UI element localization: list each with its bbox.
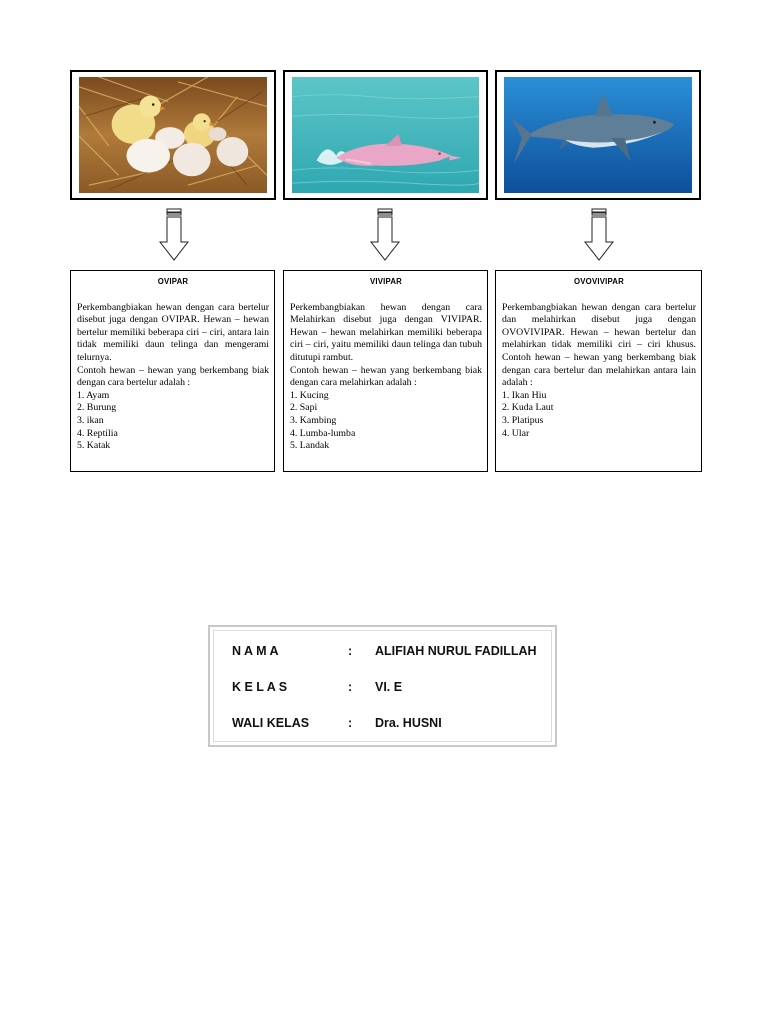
list-item: 4. Lumba-lumba [290,427,356,439]
list-item: 1. Ayam [77,389,110,401]
list-item: 4. Reptilia [77,427,118,439]
list-item: 5. Katak [77,440,111,452]
box-examples-intro: Contoh hewan – hewan yang berkembang biak dengan cara bertelur adalah : [77,364,269,389]
class-label: K E L A S [232,680,288,694]
box-title: OVOVIVIPAR [574,277,624,286]
class-value: VI. E [375,680,403,694]
chicks-and-eggs-icon [79,77,267,193]
identity-card [208,625,557,747]
list-item: 5. Landak [290,440,330,452]
down-arrow-icon [369,208,401,262]
vivipar-box [283,270,488,472]
list-item: 2. Sapi [290,402,318,414]
list-item: 4. Ular [502,427,530,439]
box-title: OVIPAR [157,277,189,286]
shark-icon [504,77,692,193]
vivipar-image [283,70,488,200]
list-item: 2. Burung [77,402,117,414]
ovovivipar-image [495,70,701,200]
name-label: N A M A [232,644,279,658]
ovipar-image [70,70,276,200]
pink-dolphin-icon [292,77,479,193]
name-value: ALIFIAH NURUL FADILLAH [375,644,537,658]
separator: : [348,644,353,658]
separator: : [348,716,353,730]
box-examples-intro: Contoh hewan – hewan yang berkembang biak dengan cara melahirkan adalah : [290,364,482,389]
down-arrow-icon [583,208,615,262]
examples-list [77,390,269,453]
examples-list [502,390,696,440]
box-description: Perkembangbiakan hewan dengan cara Melahirkan disebut juga dengan VIVIPAR. Hewan – hewan melahirkan memiliki beberapa ciri – ciri, yaitu memiliki daun telinga dan tubuh ditutupi rambut. [290,301,482,363]
list-item: 3. ikan [77,414,104,426]
box-description: Perkembangbiakan hewan dengan cara bertelur disebut juga dengan OVIPAR. Hewan – hewan bertelur memiliki beberapa ciri – ciri, antara lain tidak memiliki daun telinga dan mengerami telurnya. [77,301,269,363]
box-title: VIVIPAR [369,277,403,286]
separator: : [348,680,353,694]
box-description: Perkembangbiakan hewan dengan cara bertelur dan melahirkan disebut juga dengan OVOVIVIPAR. Hewan – hewan bertelur dan melahirkan tidak memiliki ciri – ciri khusus. Contoh hewan – hewan yang berkembang biak dengan cara bertelur dan melahirkan antara lain adalah : [502,301,696,389]
down-arrow-icon [158,208,190,262]
ovovivipar-box [495,270,702,472]
list-item: 1. Ikan Hiu [502,389,547,401]
list-item: 2. Kuda Laut [502,402,554,414]
ovipar-box [70,270,275,472]
teacher-label: WALI KELAS [232,716,310,730]
teacher-value: Dra. HUSNI [375,716,442,730]
list-item: 3. Platipus [502,414,544,426]
list-item: 3. Kambing [290,414,337,426]
list-item: 1. Kucing [290,389,329,401]
examples-list [290,390,482,453]
